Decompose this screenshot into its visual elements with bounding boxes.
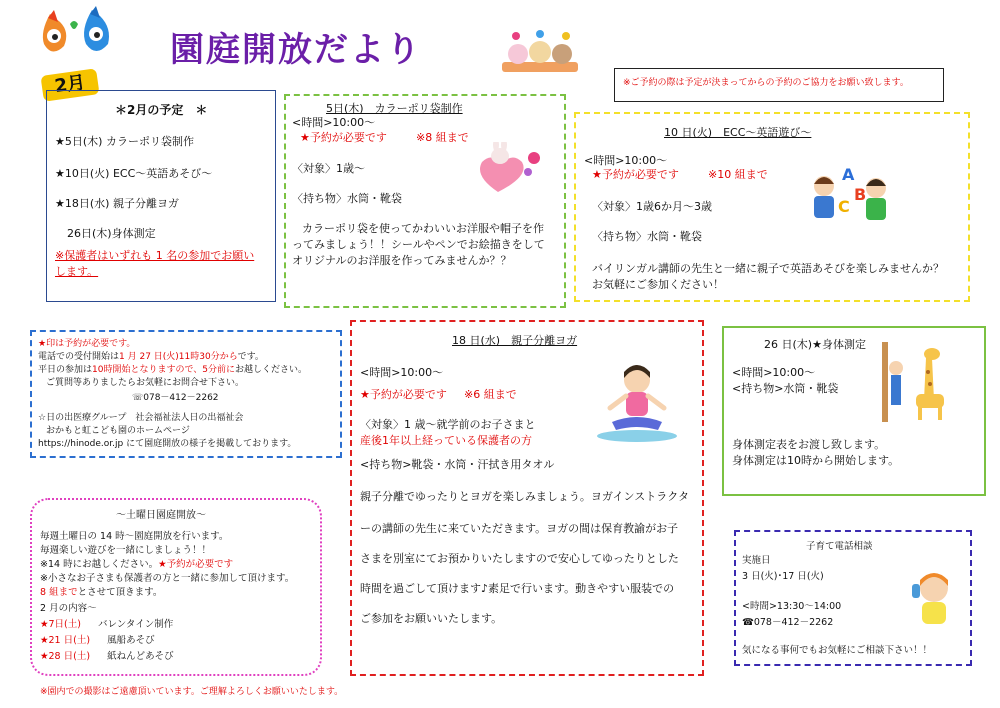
saturday-event (40, 616, 173, 630)
measure-items: <持ち物>水筒・靴袋 (732, 382, 839, 395)
schedule-item: ★18日(水) 親子分離ヨガ (55, 197, 179, 210)
yoga-capacity: ※6 組まで (464, 388, 517, 401)
saturday-title: ～土曜日園庭開放～ (116, 510, 206, 521)
info-line2a: 電話での受付開始は (38, 352, 120, 362)
saturday-event-date: ★7日(土) (40, 619, 81, 630)
month-badge-label: 2月 (53, 71, 87, 98)
yoga-target (360, 416, 536, 432)
yoga-target-prefix: 〈対象〉1 歳～就学前のお子さまと (360, 418, 536, 431)
info-line2b: 1 月 27 日(火)11時30分から (119, 352, 238, 362)
info-phone: ☏078－412－2262 (132, 393, 219, 403)
phone-consult-time: <時間>13:30～14:00 (742, 601, 842, 612)
schedule-box (46, 90, 276, 302)
reservation-note: ※ご予約の際は予定が決まってからの予約のご協力をお願い致します。 (623, 78, 909, 88)
yoga-box (350, 320, 704, 676)
yoga-girl-illustration (592, 362, 682, 444)
saturday-event-date: ★21 日(土) (40, 635, 91, 646)
colorpoly-capacity: ※8 組まで (416, 131, 469, 144)
yoga-desc: さまを別室にてお預かりいたしますので安心してゆったりとした (360, 552, 679, 565)
phone-consult-dates-label: 実施日 (742, 555, 771, 566)
colorpoly-target: 〈対象〉1歳～ (292, 162, 365, 175)
info-line (38, 349, 264, 362)
ecc-desc: お気軽にご参加ください！ (592, 278, 724, 291)
measure-desc: 身体測定は10時から開始します。 (732, 454, 900, 467)
saturday-line3a: ※14 時にお越しください。 (40, 559, 159, 570)
phone-consult-phone: ☎078－412－2262 (742, 617, 834, 628)
info-line3b: 10時開始となりますので、5分前に (92, 365, 236, 375)
yoga-items: <持ち物>靴袋・水筒・汗拭き用タオル (360, 458, 555, 471)
saturday-event (40, 648, 174, 662)
saturday-event (40, 632, 155, 646)
colorpoly-desc: ってみましょう！！シールやペンでお絵描きをして (292, 238, 545, 251)
saturday-line3b: ★予約が必要です (158, 559, 234, 570)
yoga-desc: 時間を過ごして頂けます♪素足で行います。動きやすい服装での (360, 582, 675, 595)
saturday-event-name: 風船あそび (107, 635, 155, 646)
info-line4: ご質問等ありましたらお気軽にお問合せ下さい。 (46, 378, 245, 388)
schedule-heading: ＊2月の予定 ＊ (115, 103, 208, 117)
measure-title: 26 日(木)★身体測定 (764, 338, 866, 351)
colorpoly-items: 〈持ち物〉水筒・靴袋 (292, 192, 402, 205)
saturday-line (40, 584, 162, 598)
yoga-title: 18 日(水) 親子分離ヨガ (452, 334, 578, 347)
phone-consult-box (734, 530, 972, 666)
phone-consult-title: 子育て電話相談 (806, 541, 873, 552)
measure-desc: 身体測定表をお渡し致します。 (732, 438, 886, 451)
colorpoly-time: <時間>10:00～ (292, 116, 376, 129)
saturday-line5b: とさせて頂きます。 (77, 587, 163, 598)
saturday-event-name: バレンタイン制作 (98, 619, 174, 630)
colorpoly-title: 5日(木) カラーポリ袋制作 (326, 102, 463, 115)
ecc-time: <時間>10:00～ (584, 154, 668, 167)
schedule-item: ★5日(木) カラーポリ袋制作 (55, 135, 194, 148)
schedule-item: 26日(木)身体測定 (67, 227, 156, 240)
measure-time: <時間>10:00～ (732, 366, 816, 379)
bunny-heart-illustration (468, 142, 552, 198)
footer-note: ※園内での撮影はご遠慮頂いています。ご理解よろしくお願いいたします。 (40, 687, 344, 697)
info-line6: おかもと虹こども園のホームページ (46, 426, 190, 436)
schedule-note: ※保護者はいずれも 1 名の参加でお願い (55, 249, 255, 262)
colorpoly-box (284, 94, 566, 308)
info-box (30, 330, 342, 458)
animals-illustration (496, 28, 584, 80)
colorpoly-desc: カラーポリ袋を使ってかわいいお洋服や帽子を作 (302, 222, 544, 235)
info-line1: ★印は予約が必要です。 (38, 339, 136, 349)
yoga-time: <時間>10:00～ (360, 366, 444, 379)
info-line2c: です。 (237, 352, 264, 362)
ecc-box (574, 112, 970, 302)
yoga-desc: ご参加をお願いいたします。 (360, 612, 503, 625)
saturday-box (30, 498, 322, 676)
info-line3c: お越しください。 (235, 365, 308, 375)
ecc-capacity: ※10 組まで (708, 168, 768, 181)
schedule-note: します。 (55, 265, 99, 278)
abc-kids-illustration (808, 162, 894, 228)
saturday-line: 毎週土曜日の 14 時～園庭開放を行います。 (40, 531, 229, 542)
yoga-target-b: 産後1年以上経っている保護者の方 (360, 434, 532, 447)
mascot-illustration (30, 4, 130, 74)
yoga-desc: 親子分離でゆったりとヨガを楽しみましょう。ヨガインストラクタ (360, 490, 690, 503)
saturday-contents-label: 2 月の内容～ (40, 603, 97, 614)
saturday-line: 毎週楽しい遊びを一緒にしましょう！！ (40, 545, 212, 556)
ecc-target: 〈対象〉1歳6か月～3歳 (592, 200, 712, 213)
info-line (38, 336, 135, 349)
saturday-event-date: ★28 日(土) (40, 651, 91, 662)
reservation-note-box (614, 68, 944, 102)
yoga-reserve: ★予約が必要です (360, 388, 447, 401)
schedule-item: ★10日(火) ECC～英語あそび～ (55, 167, 213, 180)
info-line3a: 平日の参加は (38, 365, 93, 375)
colorpoly-reserve: ★予約が必要です (300, 131, 387, 144)
saturday-line (40, 556, 233, 570)
measure-box (722, 326, 986, 496)
colorpoly-desc: オリジナルのお洋服を作ってみませんか？？ (292, 254, 512, 267)
yoga-desc: ーの講師の先生に来ていただきます。ヨガの間は保育教諭がお子 (360, 522, 679, 535)
ecc-desc: バイリンガル講師の先生と一緒に親子で英語あそびを楽しみませんか？ (592, 262, 944, 275)
svg-text:C: C (838, 197, 850, 216)
saturday-line5a: 8 組まで (40, 587, 78, 598)
phone-child-illustration (906, 566, 962, 628)
svg-text:A: A (842, 165, 855, 184)
ecc-title: 10 日(火) ECC～英語遊び～ (664, 126, 812, 139)
info-homepage-link[interactable]: https://hinode.or.jp にて園庭開放の様子を掲載しております。 (38, 439, 297, 449)
giraffe-illustration (876, 338, 956, 424)
ecc-reserve: ★予約が必要です (592, 168, 679, 181)
saturday-line4: ※小さなお子さまも保護者の方と一緒に参加して頂けます。 (40, 573, 295, 584)
saturday-event-name: 紙ねんどあそび (107, 651, 174, 662)
phone-consult-note: 気になる事何でもお気軽にご相談下さい！！ (742, 645, 933, 656)
ecc-items: 〈持ち物〉水筒・靴袋 (592, 230, 702, 243)
phone-consult-dates: 3 日(火)･17 日(火) (742, 571, 824, 582)
info-line5: ☆日の出医療グループ 社会福祉法人日の出福祉会 (38, 413, 244, 423)
info-line (38, 362, 307, 375)
page-title: 園庭開放だより (170, 30, 422, 70)
svg-text:B: B (854, 185, 867, 204)
